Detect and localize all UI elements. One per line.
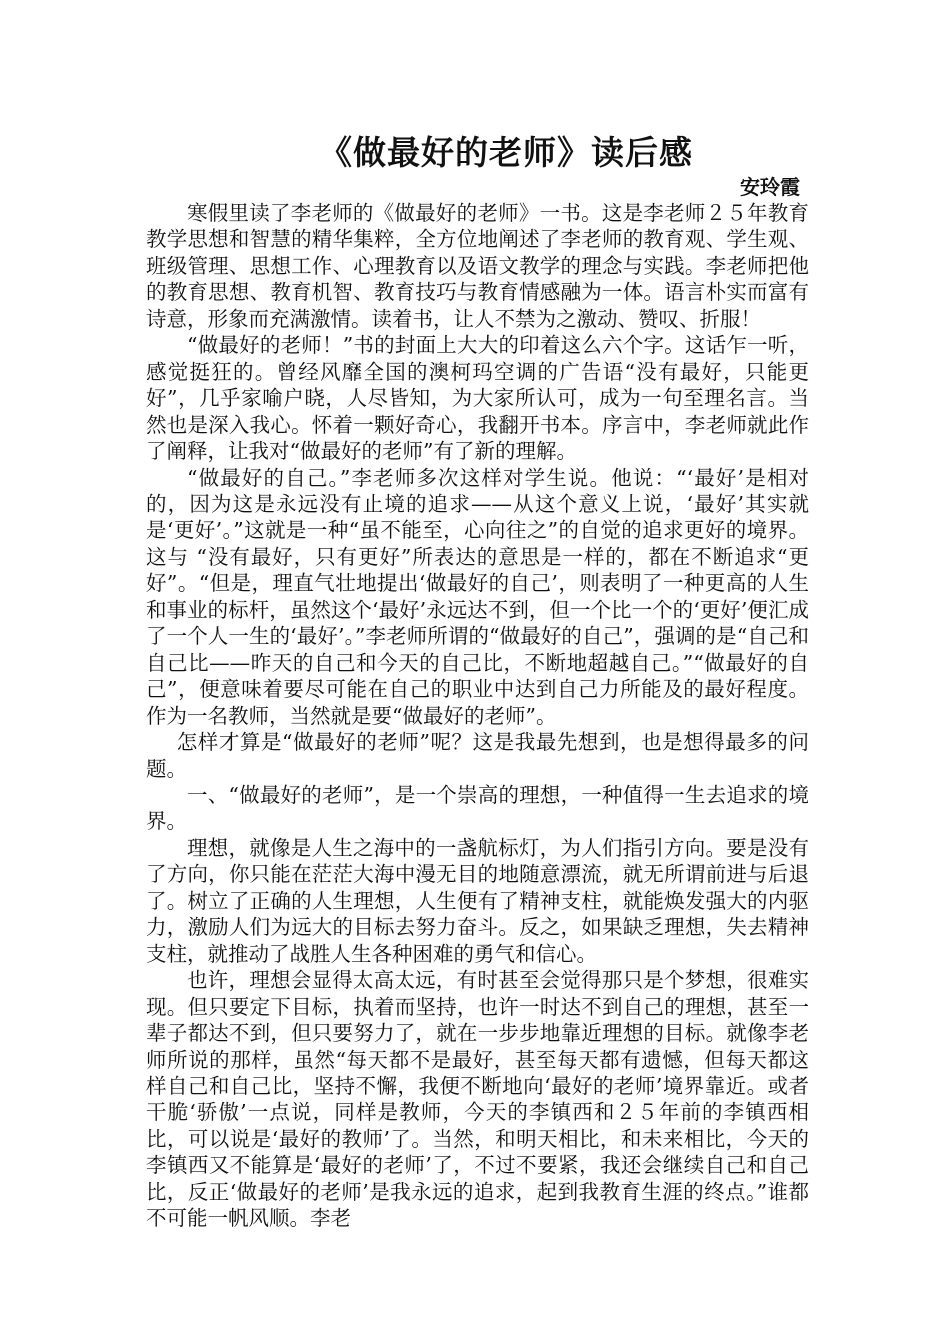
paragraph: 理想，就像是人生之海中的一盏航标灯，为人们指引方向。要是没有了方向，你只能在茫茫大海中漫无目的地随意漂流，就无所谓前进与后退了。树立了正确的人生理想，人生便有了精神支柱，就能焕发强大的内驱力，激励人们为远大的目标去努力奋斗。反之，如果缺乏理想，失去精神支柱，就推动了战胜人生各种困难的勇气和信心。 bbox=[146, 835, 809, 966]
author-name: 安玲霞 bbox=[740, 175, 800, 199]
paragraph: 也许，理想会显得太高太远，有时甚至会觉得那只是个梦想，很难实现。但只要定下目标，执着而坚持，也许一时达不到自己的理想，甚至一辈子都达不到，但只要努力了，就在一步步地靠近理想的目标。就像李老师所说的那样，虽然“每天都不是最好，甚至每天都有遗憾，但每天都这样自己和自己比，坚持不懈，我便不断地向‘最好的老师’境界靠近。或者干脆‘骄傲’一点说，同样是教师，今天的李镇西和２５年前的李镇西相比，可以说是‘最好的教师’了。当然，和明天相比，和未来相比，今天的李镇西又不能算是‘最好的老师’了，不过不要紧，我还会继续自己和自己比，反正‘做最好的老师’是我永远的追求，起到我教育生涯的终点。”谁都不可能一帆风顺。李老 bbox=[146, 968, 809, 1231]
paragraph: 寒假里读了李老师的《做最好的老师》一书。这是李老师２５年教育教学思想和智慧的精华集粹，全方位地阐述了李老师的教育观、学生观、班级管理、思想工作、心理教育以及语文教学的理念与实践。李老师把他的教育思想、教育机智、教育技巧与教育情感融为一体。语言朴实而富有诗意，形象而充满激情。读着书，让人不禁为之激动、赞叹、折服！ bbox=[146, 201, 809, 331]
paragraph: “做最好的老师！”书的封面上大大的印着这么六个字。这话乍一听，感觉挺狂的。曾经风靡全国的澳柯玛空调的广告语“没有最好，只能更好”，几乎家喻户晓，人尽皆知，为大家所认可，成为一句至理名言。当然也是深入我心。怀着一颗好奇心，我翻开书本。序言中，李老师就此作了阐释，让我对“做最好的老师”有了新的理解。 bbox=[146, 333, 809, 464]
paragraph: 一、“做最好的老师”，是一个崇高的理想，一种值得一生去追求的境界。 bbox=[146, 782, 809, 834]
document-body bbox=[146, 200, 809, 1232]
paragraph: 怎样才算是“做最好的老师”呢？这是我最先想到，也是想得最多的问题。 bbox=[146, 730, 809, 781]
document-title: 《做最好的老师》读后感 bbox=[319, 133, 693, 172]
paragraph: “做最好的自己。”李老师多次这样对学生说。他说：“‘最好’是相对的，因为这是永远没有止境的追求——从这个意义上说，‘最好’其实就是‘更好’。”这就是一种“虽不能至，心向往之”的自觉的追求更好的境界。这与 “没有最好，只有更好”所表达的意思是一样的，都在不断追求“更好”。“但是，理直气壮地提出‘做最好的自己’，则表明了一种更高的人生和事业的标杆，虽然这个‘最好’永远达不到，但一个比一个的‘更好’便汇成了一个人一生的‘最好’。”李老师所谓的“做最好的自己”，强调的是“自己和自己比——昨天的自己和今天的自己比，不断地超越自己。”“做最好的自己”，便意味着要尽可能在自己的职业中达到自己力所能及的最好程度。作为一名教师，当然就是要“做最好的老师”。 bbox=[146, 465, 809, 728]
